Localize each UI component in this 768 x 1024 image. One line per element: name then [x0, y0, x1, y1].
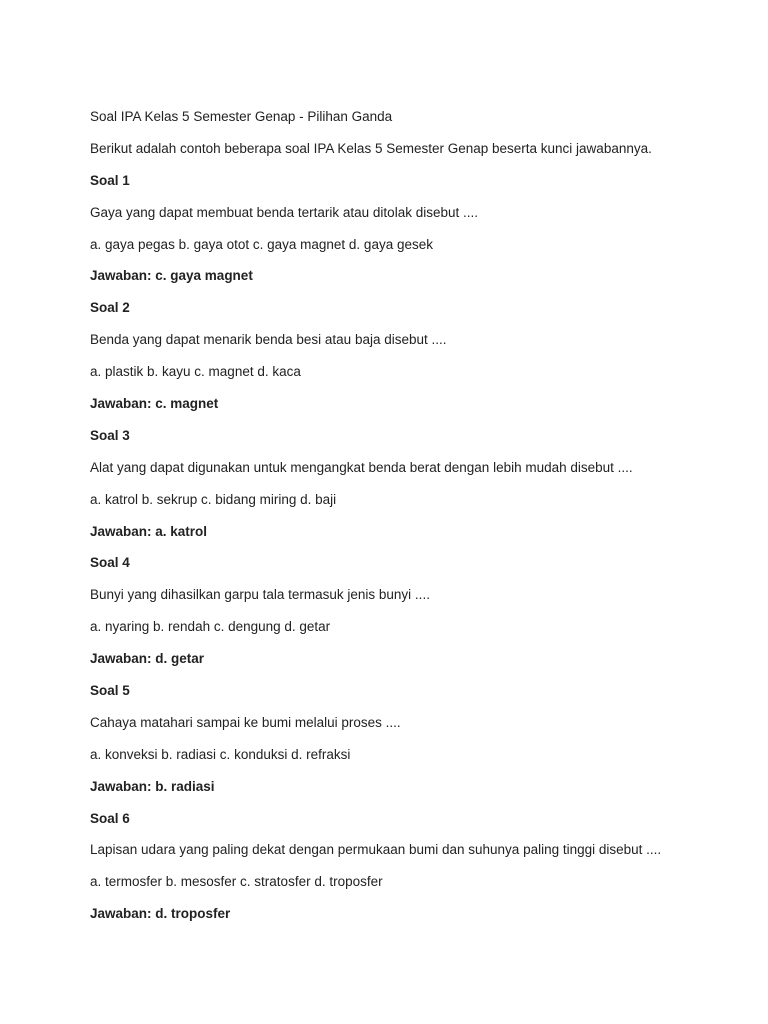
answer-key: Jawaban: c. magnet	[90, 396, 219, 412]
answer-options: a. gaya pegas b. gaya otot c. gaya magnet d. gaya gesek	[90, 236, 433, 252]
question-heading: Soal 2	[90, 300, 130, 316]
question-text: Lapisan udara yang paling dekat dengan permukaan bumi dan suhunya paling tinggi disebut ....	[90, 842, 662, 858]
answer-options: a. konveksi b. radiasi c. konduksi d. refraksi	[90, 746, 351, 762]
answer-key: Jawaban: d. troposfer	[90, 906, 231, 922]
answer-options: a. plastik b. kayu c. magnet d. kaca	[90, 364, 301, 380]
question-heading: Soal 6	[90, 810, 130, 826]
document-title: Soal IPA Kelas 5 Semester Genap - Pilihan Ganda	[90, 109, 393, 124]
question-text: Bunyi yang dihasilkan garpu tala termasuk jenis bunyi ....	[90, 587, 430, 603]
question-heading: Soal 5	[90, 683, 130, 699]
question-text: Benda yang dapat menarik benda besi atau baja disebut ....	[90, 332, 447, 348]
question-block-5	[90, 681, 750, 797]
document-page	[90, 107, 750, 936]
answer-options: a. nyaring b. rendah c. dengung d. getar	[90, 619, 331, 635]
answer-key: Jawaban: c. gaya magnet	[90, 268, 253, 284]
answer-key: Jawaban: b. radiasi	[90, 778, 215, 794]
question-block-4	[90, 553, 750, 669]
document-intro: Berikut adalah contoh beberapa soal IPA Kelas 5 Semester Genap beserta kunci jawabannya.	[90, 140, 652, 156]
question-heading: Soal 4	[90, 555, 130, 571]
answer-options: a. termosfer b. mesosfer c. stratosfer d. troposfer	[90, 874, 383, 890]
answer-key: Jawaban: d. getar	[90, 651, 205, 667]
question-block-3	[90, 426, 750, 542]
question-block-2	[90, 298, 750, 414]
question-block-6	[90, 809, 750, 925]
question-text: Gaya yang dapat membuat benda tertarik atau ditolak disebut ....	[90, 204, 478, 220]
question-heading: Soal 3	[90, 427, 130, 443]
question-block-1	[90, 171, 750, 287]
question-text: Cahaya matahari sampai ke bumi melalui proses ....	[90, 714, 401, 730]
question-text: Alat yang dapat digunakan untuk mengangkat benda berat dengan lebih mudah disebut ....	[90, 459, 633, 475]
question-heading: Soal 1	[90, 172, 130, 188]
answer-key: Jawaban: a. katrol	[90, 523, 208, 539]
answer-options: a. katrol b. sekrup c. bidang miring d. baji	[90, 491, 337, 507]
